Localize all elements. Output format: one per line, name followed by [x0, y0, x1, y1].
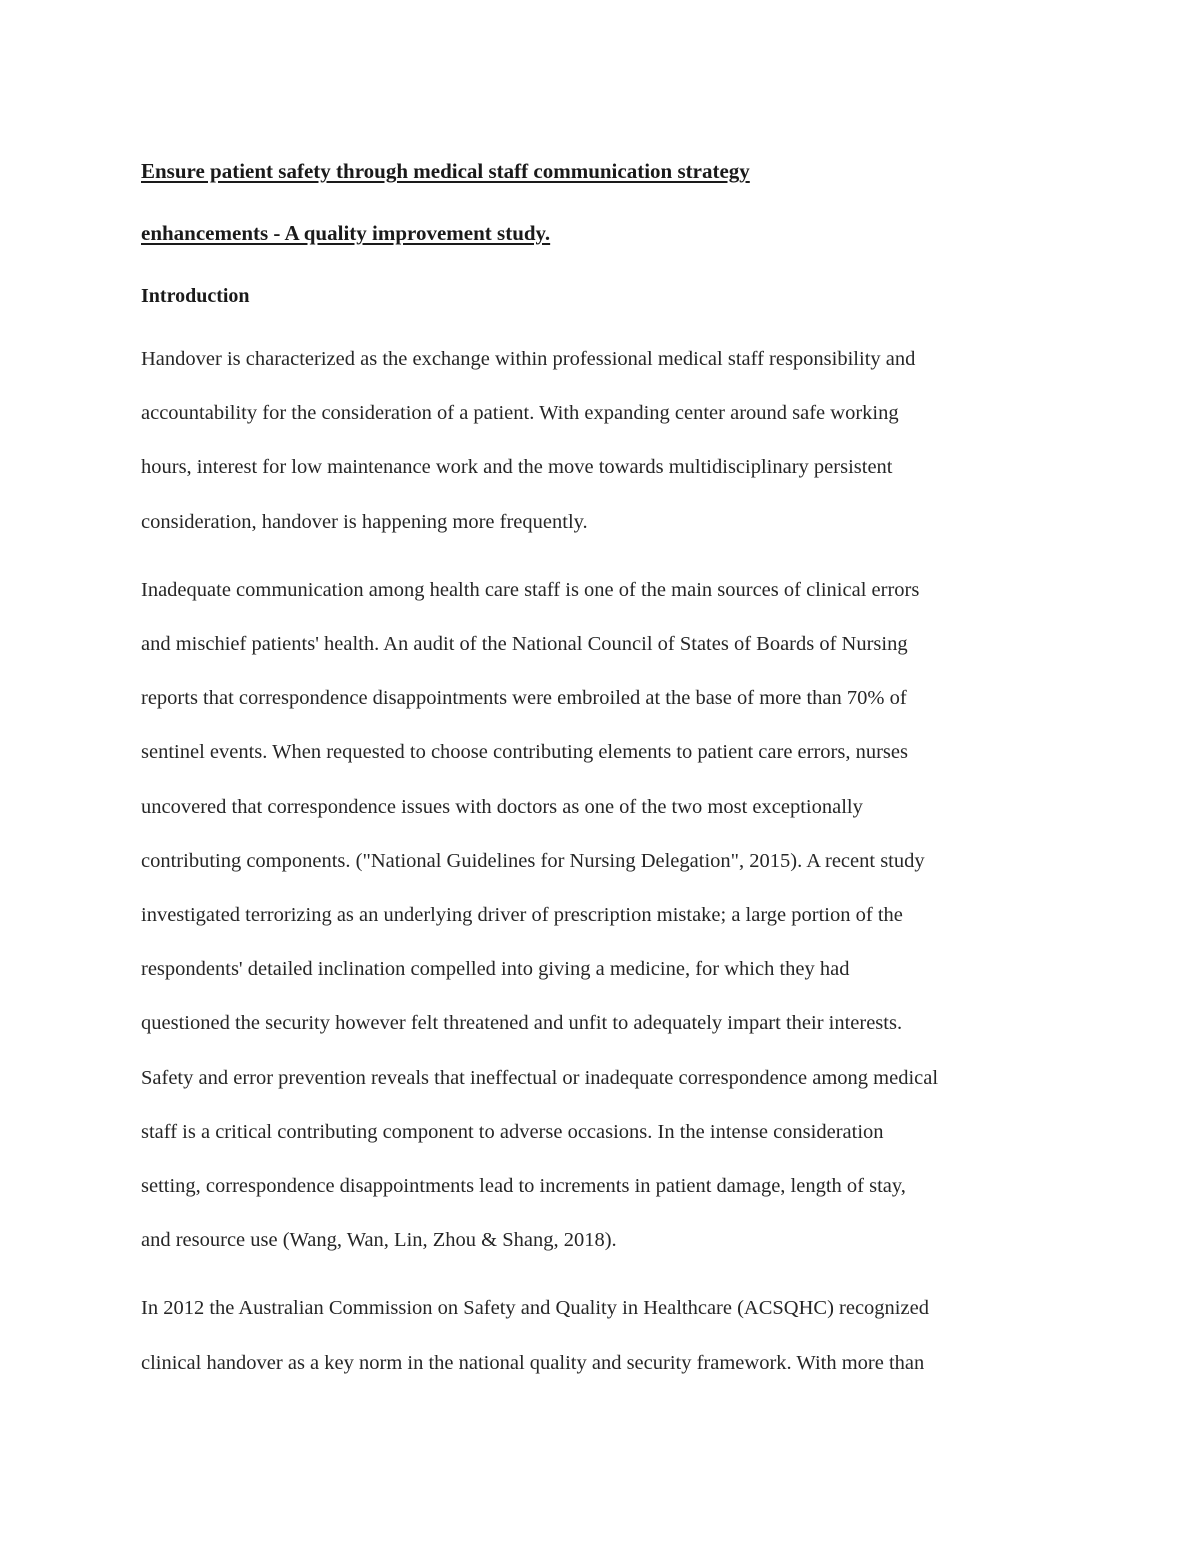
- paragraph-line: and mischief patients' health. An audit of the National Council of States of Boards of Nursing: [141, 633, 908, 656]
- paragraph-line: In 2012 the Australian Commission on Safety and Quality in Healthcare (ACSQHC) recognized: [141, 1297, 929, 1320]
- paragraph-line: questioned the security however felt threatened and unfit to adequately impart their interests.: [141, 1012, 903, 1035]
- paragraph-line: contributing components. ("National Guidelines for Nursing Delegation", 2015). A recent study: [141, 849, 925, 872]
- paragraph-line: Safety and error prevention reveals that ineffectual or inadequate correspondence among medical: [141, 1066, 939, 1089]
- paragraph-line: accountability for the consideration of a patient. With expanding center around safe working: [141, 402, 899, 425]
- document-title: [141, 140, 1071, 264]
- title-line: Ensure patient safety through medical staff communication strategy: [141, 159, 750, 183]
- section-heading-introduction: Introduction: [141, 285, 250, 307]
- paragraph-line: setting, correspondence disappointments lead to increments in patient damage, length of stay,: [141, 1175, 906, 1198]
- paragraph-handover: [141, 332, 1071, 549]
- paragraph-line: reports that correspondence disappointments were embroiled at the base of more than 70% of: [141, 687, 907, 710]
- paragraph-line: Inadequate communication among health care staff is one of the main sources of clinical errors: [141, 578, 920, 601]
- paragraph-line: sentinel events. When requested to choose contributing elements to patient care errors, nurses: [141, 741, 908, 764]
- title-line: enhancements - A quality improvement study.: [141, 221, 551, 245]
- document-body: [141, 140, 1071, 1390]
- paragraph-line: hours, interest for low maintenance work and the move towards multidisciplinary persistent: [141, 456, 893, 479]
- paragraph-line: respondents' detailed inclination compelled into giving a medicine, for which they had: [141, 958, 850, 981]
- paragraph-line: Handover is characterized as the exchange within professional medical staff responsibility and: [141, 348, 916, 370]
- paragraph-line: investigated terrorizing as an underlying driver of prescription mistake; a large portion of the: [141, 904, 903, 927]
- paragraph-line: consideration, handover is happening more frequently.: [141, 510, 588, 533]
- paragraph-line: staff is a critical contributing component to adverse occasions. In the intense consideration: [141, 1120, 884, 1143]
- paragraph-line: and resource use (Wang, Wan, Lin, Zhou & Shang, 2018).: [141, 1229, 617, 1252]
- paragraph-acsqhc: [141, 1281, 1071, 1389]
- paragraph-line: clinical handover as a key norm in the national quality and security framework. With more than: [141, 1351, 925, 1374]
- paragraph-communication: [141, 563, 1071, 1268]
- paragraph-line: uncovered that correspondence issues with doctors as one of the two most exceptionally: [141, 795, 863, 818]
